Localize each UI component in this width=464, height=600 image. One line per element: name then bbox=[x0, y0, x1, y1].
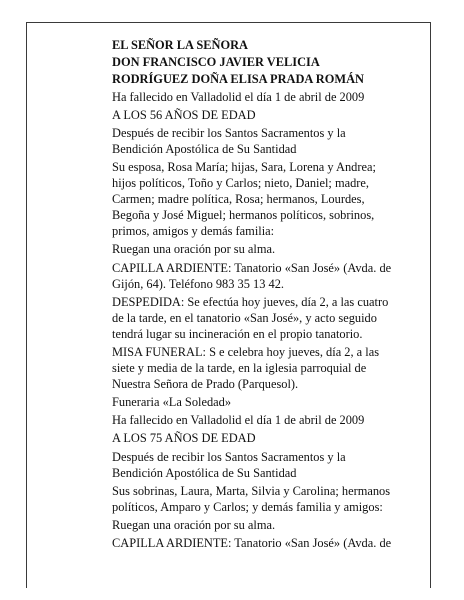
obituary-column bbox=[112, 37, 430, 553]
frame-top-border bbox=[26, 22, 431, 23]
chapel-text: CAPILLA ARDIENTE: Tanatorio «San José» (Avda. de Gijón, 64). Teléfono 983 35 13 42. bbox=[112, 260, 392, 291]
obituary-header-line-2: DON FRANCISCO JAVIER VELICIA bbox=[112, 55, 320, 70]
family-text: Su esposa, Rosa María; hijas, Sara, Lorena y Andrea; hijos políticos, Toño y Carlos; nieto, Daniel; madre, Carmen; madre política, Rosa; hermanos, Lourdes, Begoña y José Miguel; hermanos políticos, sobrinos, primos, amigos y demás familia: bbox=[112, 160, 376, 239]
farewell-text: DESPEDIDA: Se efectúa hoy jueves, día 2, a las cuatro de la tarde, en el tanatorio «San José», y acto seguido tendrá lugar su incineración en el propio tanatorio. bbox=[112, 294, 389, 341]
prayer-text: Ruegan una oración por su alma. bbox=[112, 242, 276, 257]
age-line: A LOS 56 AÑOS DE EDAD bbox=[112, 107, 256, 122]
age-line: A LOS 75 AÑOS DE EDAD bbox=[112, 431, 256, 446]
funeral-mass-text: MISA FUNERAL: S e celebra hoy jueves, día 2, a las siete y media de la tarde, en la iglesia parroquial de Nuestra Señora de Prado (Parquesol). bbox=[112, 344, 380, 391]
death-notice: Ha fallecido en Valladolid el día 1 de abril de 2009 bbox=[112, 413, 365, 428]
frame-left-border bbox=[26, 22, 27, 588]
obituary-header-line-1: EL SEÑOR LA SEÑORA bbox=[112, 38, 248, 52]
family-text: Sus sobrinas, Laura, Marta, Silvia y Carolina; hermanos políticos, Amparo y Carlos; y demás familia y amigos: bbox=[112, 483, 391, 514]
sacraments-text: Después de recibir los Santos Sacramentos y la Bendición Apostólica de Su Santidad bbox=[112, 125, 346, 156]
death-notice: Ha fallecido en Valladolid el día 1 de abril de 2009 bbox=[112, 89, 365, 104]
frame-right-border bbox=[430, 22, 431, 588]
sacraments-text: Después de recibir los Santos Sacramentos y la Bendición Apostólica de Su Santidad bbox=[112, 449, 346, 480]
obituary-header-line-3: RODRÍGUEZ DOÑA ELISA PRADA ROMÁN bbox=[112, 72, 364, 87]
prayer-text: Ruegan una oración por su alma. bbox=[112, 518, 276, 533]
chapel-text: CAPILLA ARDIENTE: Tanatorio «San José» (Avda. de bbox=[112, 536, 392, 551]
funeral-home-text: Funeraria «La Soledad» bbox=[112, 395, 232, 410]
